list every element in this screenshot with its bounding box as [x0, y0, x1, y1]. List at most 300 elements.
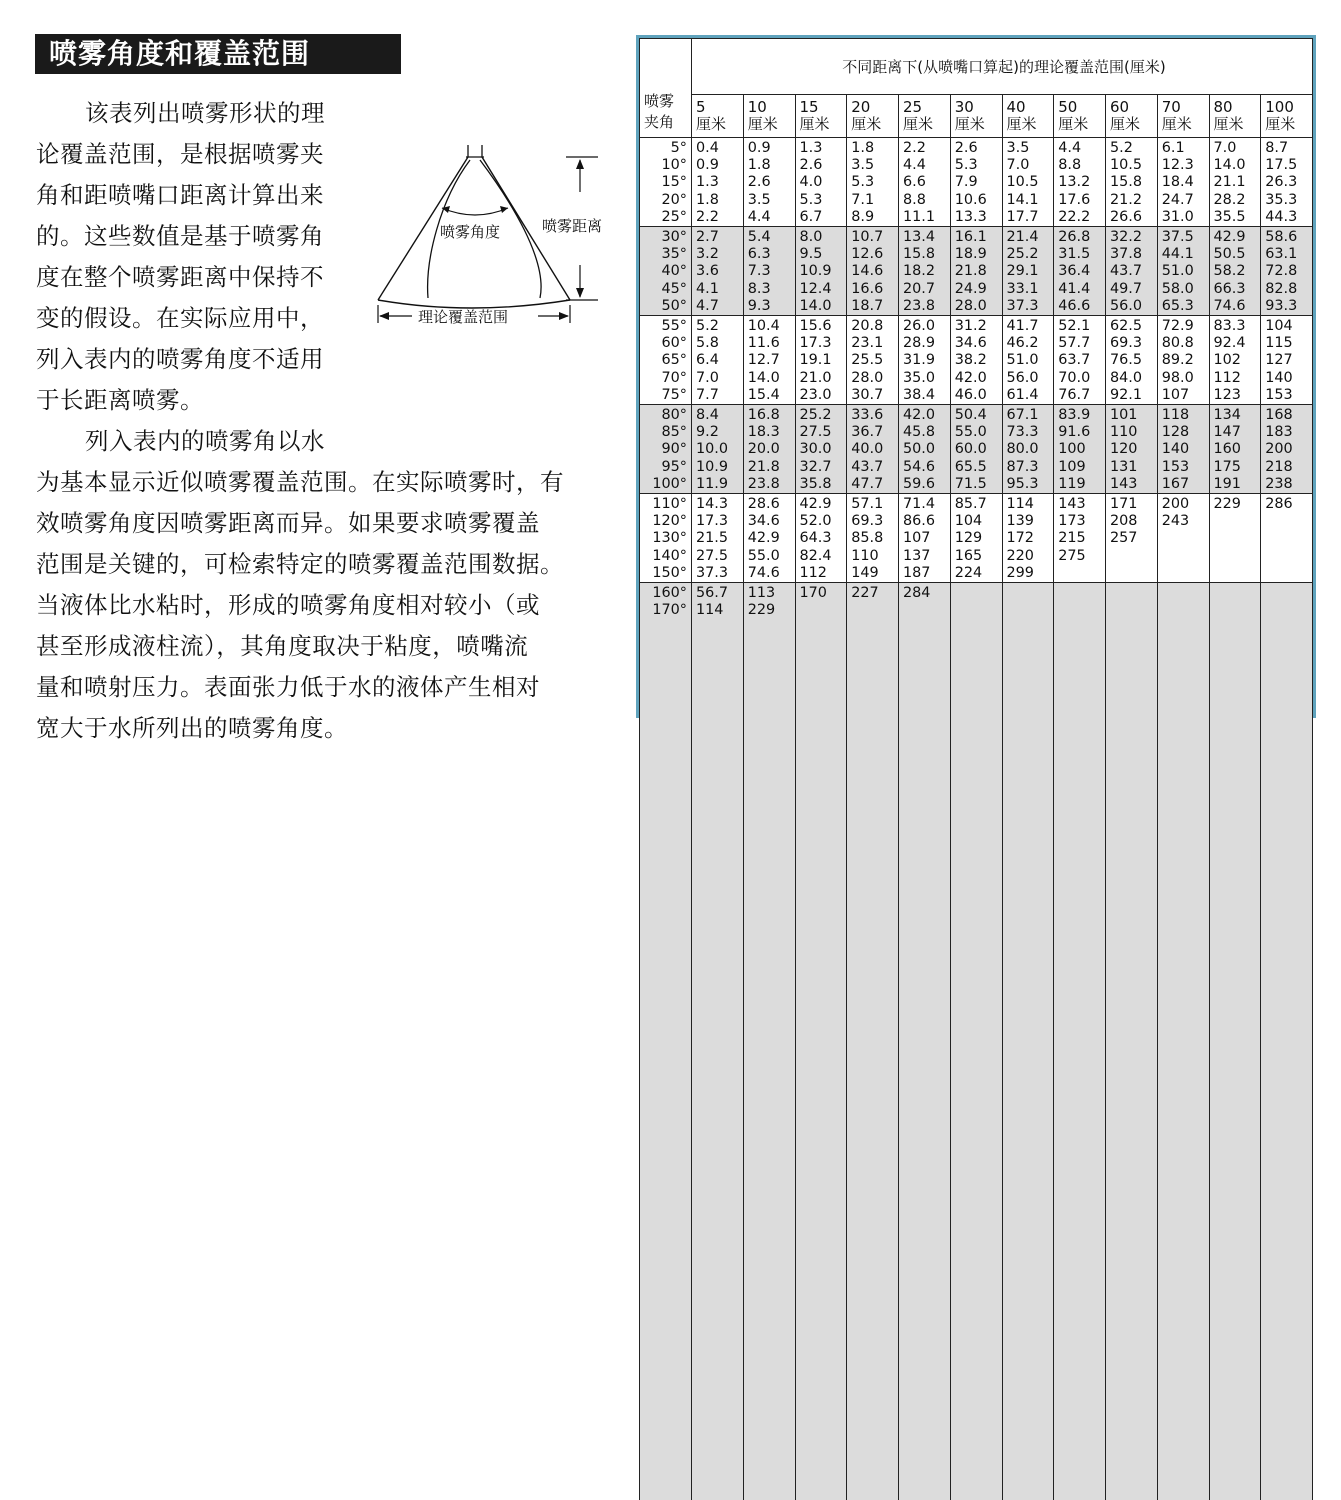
spray-diagram	[370, 140, 620, 340]
coverage-value: 123	[1213, 386, 1241, 403]
coverage-value: 6.4	[696, 352, 719, 369]
coverage-value: 33.1	[1006, 280, 1039, 297]
coverage-value: 8.3	[747, 280, 771, 297]
coverage-cell	[1157, 405, 1209, 494]
distance-header-30	[950, 95, 1002, 138]
coverage-cell	[899, 138, 951, 227]
coverage-value	[1110, 548, 1157, 565]
coverage-cell	[950, 316, 1002, 405]
coverage-cell	[1054, 494, 1106, 583]
coverage-cell	[795, 227, 847, 316]
distance-header-40	[1002, 95, 1054, 138]
coverage-value: 71.4	[903, 496, 936, 513]
coverage-value: 109	[1058, 458, 1086, 475]
coverage-value: 50.4	[954, 407, 987, 424]
coverage-cell	[1002, 405, 1054, 494]
coverage-value: 56.7	[696, 585, 729, 602]
coverage-cell	[1106, 583, 1158, 1500]
coverage-value: 73.3	[1006, 424, 1039, 441]
coverage-value: 41.4	[1058, 280, 1091, 297]
coverage-value: 112	[799, 564, 827, 581]
coverage-value: 14.0	[747, 369, 780, 386]
coverage-value: 84.0	[1110, 369, 1143, 386]
coverage-value: 30.7	[851, 386, 884, 403]
coverage-value: 20.7	[903, 280, 936, 297]
coverage-value: 3.6	[696, 263, 719, 280]
coverage-value: 100	[1058, 441, 1086, 458]
angle-value: 100°	[652, 475, 687, 492]
coverage-cell	[1106, 227, 1158, 316]
paragraph-line: 为基本显示近似喷雾覆盖范围。在实际喷雾时，有	[36, 468, 564, 496]
coverage-value: 5.2	[1110, 140, 1133, 156]
coverage-value	[1265, 513, 1312, 530]
coverage-value: 55.0	[747, 547, 780, 564]
angle-value: 75°	[661, 386, 687, 403]
coverage-value	[1214, 513, 1261, 530]
coverage-cell	[1054, 583, 1106, 1500]
coverage-value: 61.4	[1006, 386, 1039, 403]
coverage-value: 40.0	[851, 441, 884, 458]
coverage-value	[1162, 565, 1209, 582]
coverage-value: 10.0	[696, 441, 729, 458]
coverage-value	[1110, 585, 1157, 602]
table-row-group	[640, 138, 1313, 227]
distance-group-header: 不同距离下(从喷嘴口算起)的理论覆盖范围(厘米)	[692, 39, 1313, 95]
coverage-value: 26.6	[1110, 208, 1143, 225]
coverage-value: 10.9	[696, 458, 729, 475]
coverage-value: 118	[1161, 407, 1190, 424]
coverage-value: 5.3	[954, 157, 978, 174]
coverage-cell	[743, 405, 795, 494]
coverage-cell	[1054, 316, 1106, 405]
coverage-value: 83.3	[1213, 318, 1246, 335]
coverage-cell	[795, 138, 847, 227]
coverage-value: 23.8	[747, 475, 780, 492]
angle-value: 95°	[661, 458, 687, 475]
coverage-value: 51.0	[1006, 352, 1039, 369]
coverage-cell	[847, 494, 899, 583]
distance-value: 60	[1110, 98, 1130, 116]
coverage-value: 238	[1265, 475, 1293, 492]
coverage-value: 0.4	[696, 140, 719, 156]
distance-header-80	[1209, 95, 1261, 138]
coverage-value: 23.8	[903, 297, 936, 314]
coverage-value: 74.6	[1213, 297, 1246, 314]
coverage-value: 224	[954, 564, 983, 581]
coverage-value: 41.7	[1006, 318, 1039, 335]
coverage-value: 2.6	[747, 174, 771, 191]
coverage-cell	[1157, 316, 1209, 405]
coverage-value: 69.3	[1110, 335, 1143, 352]
distance-header-50	[1054, 95, 1106, 138]
coverage-value	[1110, 565, 1157, 582]
coverage-cell	[847, 405, 899, 494]
distance-header-25	[899, 95, 951, 138]
angle-value: 25°	[661, 208, 687, 225]
coverage-cell	[1054, 227, 1106, 316]
coverage-value: 7.9	[954, 174, 978, 191]
coverage-value: 147	[1213, 424, 1241, 441]
distance-value: 80	[1213, 98, 1233, 116]
coverage-value: 80.0	[1006, 441, 1039, 458]
coverage-value: 32.7	[799, 458, 832, 475]
distance-value: 25	[903, 98, 923, 116]
coverage-cell	[1157, 227, 1209, 316]
distance-unit: 厘米	[954, 115, 985, 133]
coverage-value: 21.8	[954, 263, 987, 280]
coverage-value: 11.9	[696, 475, 729, 492]
coverage-value: 4.4	[903, 157, 926, 174]
distance-value: 100	[1265, 98, 1294, 116]
paragraph-line: 宽大于水所列出的喷雾角度。	[36, 714, 348, 742]
coverage-value: 114	[696, 602, 724, 619]
paragraph-line: 的。这些数值是基于喷雾角	[36, 222, 324, 250]
coverage-value: 92.1	[1110, 386, 1143, 403]
coverage-cell	[950, 405, 1002, 494]
coverage-value: 64.3	[799, 530, 832, 547]
coverage-value	[955, 585, 1002, 602]
coverage-value: 120	[1110, 441, 1138, 458]
coverage-value: 3.2	[696, 246, 719, 263]
coverage-value: 4.1	[696, 280, 719, 297]
coverage-value: 72.8	[1265, 263, 1298, 280]
coverage-cell	[899, 583, 951, 1500]
coverage-value: 173	[1058, 513, 1086, 530]
angle-value: 55°	[661, 318, 687, 335]
coverage-value: 28.6	[747, 496, 780, 513]
coverage-value: 13.2	[1058, 174, 1091, 191]
coverage-value: 15.4	[747, 386, 780, 403]
coverage-value: 4.0	[799, 174, 823, 191]
coverage-value: 6.6	[903, 174, 926, 191]
coverage-value	[851, 602, 898, 619]
coverage-value: 11.1	[903, 208, 936, 225]
distance-unit: 厘米	[1213, 115, 1244, 133]
coverage-cell	[950, 583, 1002, 1500]
coverage-value: 10.4	[747, 318, 780, 335]
coverage-value: 44.3	[1265, 208, 1298, 225]
coverage-value	[903, 602, 950, 619]
coverage-value: 21.2	[1110, 191, 1143, 208]
angle-header-line1: 喷雾	[644, 92, 675, 110]
paragraph-line: 范围是关键的，可检索特定的喷雾覆盖范围数据。	[36, 550, 564, 578]
coverage-cell	[1002, 316, 1054, 405]
coverage-value: 43.7	[851, 458, 884, 475]
coverage-value: 98.0	[1161, 369, 1194, 386]
coverage-value: 28.2	[1213, 191, 1246, 208]
coverage-value: 110	[1110, 424, 1138, 441]
coverage-value: 275	[1058, 547, 1086, 564]
coverage-value: 21.4	[1006, 229, 1039, 246]
coverage-value: 243	[1161, 513, 1190, 530]
table-row-group	[640, 583, 1313, 1500]
coverage-value: 57.7	[1058, 335, 1091, 352]
angle-cell	[640, 583, 692, 1500]
angle-value: 15°	[661, 174, 687, 191]
coverage-value: 12.4	[799, 280, 832, 297]
coverage-value: 5.3	[799, 191, 823, 208]
distance-unit: 厘米	[851, 115, 882, 133]
coverage-cell	[847, 227, 899, 316]
angle-value: 170°	[652, 602, 687, 619]
coverage-value	[1058, 585, 1105, 602]
coverage-cell	[743, 316, 795, 405]
coverage-value: 21.1	[1213, 174, 1246, 191]
distance-unit: 厘米	[799, 115, 830, 133]
coverage-value: 187	[903, 564, 931, 581]
coverage-value: 1.8	[696, 191, 719, 208]
coverage-value: 14.0	[1213, 157, 1246, 174]
coverage-value: 22.2	[1058, 208, 1091, 225]
coverage-cell	[743, 227, 795, 316]
coverage-value: 32.2	[1110, 229, 1143, 246]
distance-value: 10	[747, 98, 767, 116]
coverage-value: 17.7	[1006, 208, 1039, 225]
coverage-value: 3.5	[747, 191, 771, 208]
coverage-value: 86.6	[903, 513, 936, 530]
coverage-value: 17.3	[696, 513, 729, 530]
coverage-value: 143	[1110, 475, 1138, 492]
coverage-value: 143	[1058, 496, 1086, 513]
angle-value: 150°	[652, 564, 687, 581]
coverage-value: 38.2	[954, 352, 987, 369]
coverage-value: 175	[1213, 458, 1241, 475]
coverage-value: 134	[1213, 407, 1241, 424]
coverage-value: 4.4	[1058, 140, 1082, 156]
coverage-value: 104	[1265, 318, 1293, 335]
coverage-value: 183	[1265, 424, 1293, 441]
coverage-value: 17.3	[799, 335, 832, 352]
coverage-value: 50.0	[903, 441, 936, 458]
coverage-value	[1265, 565, 1312, 582]
spray-cone-graphic	[370, 140, 620, 340]
coverage-cell	[743, 583, 795, 1500]
coverage-value: 5.4	[747, 229, 771, 246]
coverage-value: 55.0	[954, 424, 987, 441]
coverage-value: 69.3	[851, 513, 884, 530]
coverage-value: 82.8	[1265, 280, 1298, 297]
coverage-value: 26.8	[1058, 229, 1091, 246]
coverage-value: 21.8	[747, 458, 780, 475]
distance-value: 5	[696, 98, 706, 116]
distance-value: 30	[954, 98, 974, 116]
coverage-value: 80.8	[1161, 335, 1194, 352]
coverage-value: 220	[1006, 547, 1034, 564]
coverage-value: 58.2	[1213, 263, 1246, 280]
coverage-value: 2.6	[799, 157, 823, 174]
coverage-value: 8.0	[799, 229, 823, 246]
coverage-cell	[1106, 405, 1158, 494]
coverage-value: 13.4	[903, 229, 936, 246]
paragraph-line: 度在整个喷雾距离中保持不	[36, 263, 324, 291]
distance-unit: 厘米	[1110, 115, 1141, 133]
distance-unit: 厘米	[696, 115, 727, 133]
distance-unit: 厘米	[903, 115, 934, 133]
coverage-value: 15.8	[1110, 174, 1143, 191]
distance-value: 50	[1058, 98, 1078, 116]
distance-header-60	[1106, 95, 1158, 138]
distance-value: 40	[1006, 98, 1026, 116]
coverage-value: 10.6	[954, 191, 987, 208]
coverage-value: 9.5	[799, 246, 823, 263]
coverage-value: 91.6	[1058, 424, 1091, 441]
coverage-value: 2.7	[696, 229, 719, 246]
coverage-value: 7.0	[1006, 157, 1030, 174]
distance-value: 70	[1161, 98, 1181, 116]
coverage-value: 63.7	[1058, 352, 1091, 369]
coverage-cell	[1054, 405, 1106, 494]
angle-value: 30°	[661, 229, 687, 246]
coverage-cell	[692, 405, 744, 494]
coverage-value: 14.1	[1006, 191, 1039, 208]
coverage-value: 67.1	[1006, 407, 1039, 424]
distance-unit: 厘米	[1161, 115, 1192, 133]
coverage-value: 63.1	[1265, 246, 1298, 263]
angle-value: 35°	[661, 246, 687, 263]
coverage-value: 26.0	[903, 318, 936, 335]
coverage-value: 60.0	[954, 441, 987, 458]
coverage-value: 8.8	[1058, 157, 1082, 174]
coverage-value: 4.4	[747, 208, 771, 225]
coverage-value: 95.3	[1006, 475, 1039, 492]
coverage-cell	[950, 138, 1002, 227]
coverage-value: 7.7	[696, 386, 719, 403]
coverage-value: 112	[1213, 369, 1241, 386]
coverage-value: 9.3	[747, 297, 771, 314]
coverage-value	[1214, 565, 1261, 582]
coverage-value: 14.6	[851, 263, 884, 280]
coverage-cell	[1054, 138, 1106, 227]
coverage-label: 理论覆盖范围	[418, 308, 509, 326]
coverage-value	[1058, 602, 1105, 619]
coverage-value: 42.0	[954, 369, 987, 386]
coverage-value: 18.2	[903, 263, 936, 280]
coverage-value: 2.6	[954, 140, 978, 156]
coverage-value	[1265, 585, 1312, 602]
coverage-value: 6.1	[1161, 140, 1185, 156]
coverage-value: 16.8	[747, 407, 780, 424]
coverage-value: 104	[954, 513, 983, 530]
coverage-cell	[1261, 583, 1313, 1500]
coverage-value: 50.5	[1213, 246, 1246, 263]
coverage-cell	[1106, 316, 1158, 405]
coverage-value: 38.4	[903, 386, 936, 403]
table-row-group	[640, 405, 1313, 494]
coverage-cell	[899, 405, 951, 494]
angle-value: 140°	[652, 547, 687, 564]
coverage-value: 10.9	[799, 263, 832, 280]
coverage-value: 2.2	[696, 208, 719, 225]
coverage-value: 37.3	[1006, 297, 1039, 314]
angle-cell	[640, 316, 692, 405]
coverage-cell	[692, 138, 744, 227]
coverage-value: 10.5	[1110, 157, 1143, 174]
coverage-value: 1.3	[799, 140, 823, 156]
coverage-value: 92.4	[1213, 335, 1246, 352]
coverage-value: 30.0	[799, 441, 832, 458]
coverage-value: 46.6	[1058, 297, 1091, 314]
coverage-value: 140	[1161, 441, 1190, 458]
coverage-value: 128	[1161, 424, 1190, 441]
angle-value: 70°	[661, 369, 687, 386]
coverage-value: 115	[1265, 335, 1293, 352]
coverage-value	[1265, 548, 1312, 565]
coverage-value: 65.3	[1161, 297, 1194, 314]
coverage-value: 76.7	[1058, 386, 1091, 403]
coverage-cell	[795, 405, 847, 494]
table-row-group	[640, 227, 1313, 316]
coverage-value: 45.8	[903, 424, 936, 441]
coverage-value	[1214, 530, 1261, 547]
coverage-cell	[1261, 138, 1313, 227]
coverage-value: 18.4	[1161, 174, 1194, 191]
coverage-cell	[1261, 494, 1313, 583]
coverage-value: 101	[1110, 407, 1138, 424]
coverage-cell	[1002, 138, 1054, 227]
coverage-value: 5.2	[696, 318, 719, 335]
coverage-value: 29.1	[1006, 263, 1039, 280]
coverage-value: 37.8	[1110, 246, 1143, 263]
coverage-value: 28.0	[954, 297, 987, 314]
coverage-cell	[950, 227, 1002, 316]
distance-unit: 厘米	[747, 115, 778, 133]
coverage-value: 35.8	[799, 475, 832, 492]
angle-value: 5°	[670, 140, 687, 156]
coverage-value: 284	[903, 585, 931, 602]
coverage-value: 70.0	[1058, 369, 1091, 386]
coverage-value: 131	[1110, 458, 1138, 475]
coverage-value: 102	[1213, 352, 1241, 369]
coverage-value: 172	[1006, 530, 1034, 547]
coverage-value: 10.7	[851, 229, 884, 246]
coverage-table	[636, 35, 1316, 718]
coverage-value: 12.3	[1161, 157, 1194, 174]
coverage-value: 17.6	[1058, 191, 1091, 208]
angle-value: 65°	[661, 352, 687, 369]
coverage-value: 42.0	[903, 407, 936, 424]
distance-header-70	[1157, 95, 1209, 138]
coverage-value: 21.5	[696, 530, 729, 547]
angle-header-line2: 夹角	[644, 113, 675, 131]
coverage-cell	[1261, 316, 1313, 405]
coverage-value: 28.0	[851, 369, 884, 386]
coverage-value: 42.9	[799, 496, 832, 513]
coverage-value: 114	[1006, 496, 1034, 513]
coverage-value: 93.3	[1265, 297, 1298, 314]
coverage-value: 170	[799, 585, 827, 602]
coverage-value: 87.3	[1006, 458, 1039, 475]
coverage-cell	[1209, 583, 1261, 1500]
coverage-cell	[1002, 494, 1054, 583]
coverage-value: 56.0	[1110, 297, 1143, 314]
coverage-value: 36.4	[1058, 263, 1091, 280]
coverage-value: 76.5	[1110, 352, 1143, 369]
coverage-value: 24.7	[1161, 191, 1194, 208]
coverage-value: 1.8	[851, 140, 875, 156]
coverage-value: 24.9	[954, 280, 987, 297]
coverage-cell	[1209, 138, 1261, 227]
angle-value: 20°	[661, 191, 687, 208]
coverage-value: 25.2	[1006, 246, 1039, 263]
paragraph-line: 角和距喷嘴口距离计算出来	[36, 181, 324, 209]
coverage-value: 10.5	[1006, 174, 1039, 191]
coverage-value: 65.5	[954, 458, 987, 475]
spray-angle-label: 喷雾角度	[440, 223, 501, 241]
coverage-cell	[899, 494, 951, 583]
angle-column-header	[640, 39, 692, 138]
coverage-cell	[1209, 227, 1261, 316]
coverage-cell	[1157, 583, 1209, 1500]
